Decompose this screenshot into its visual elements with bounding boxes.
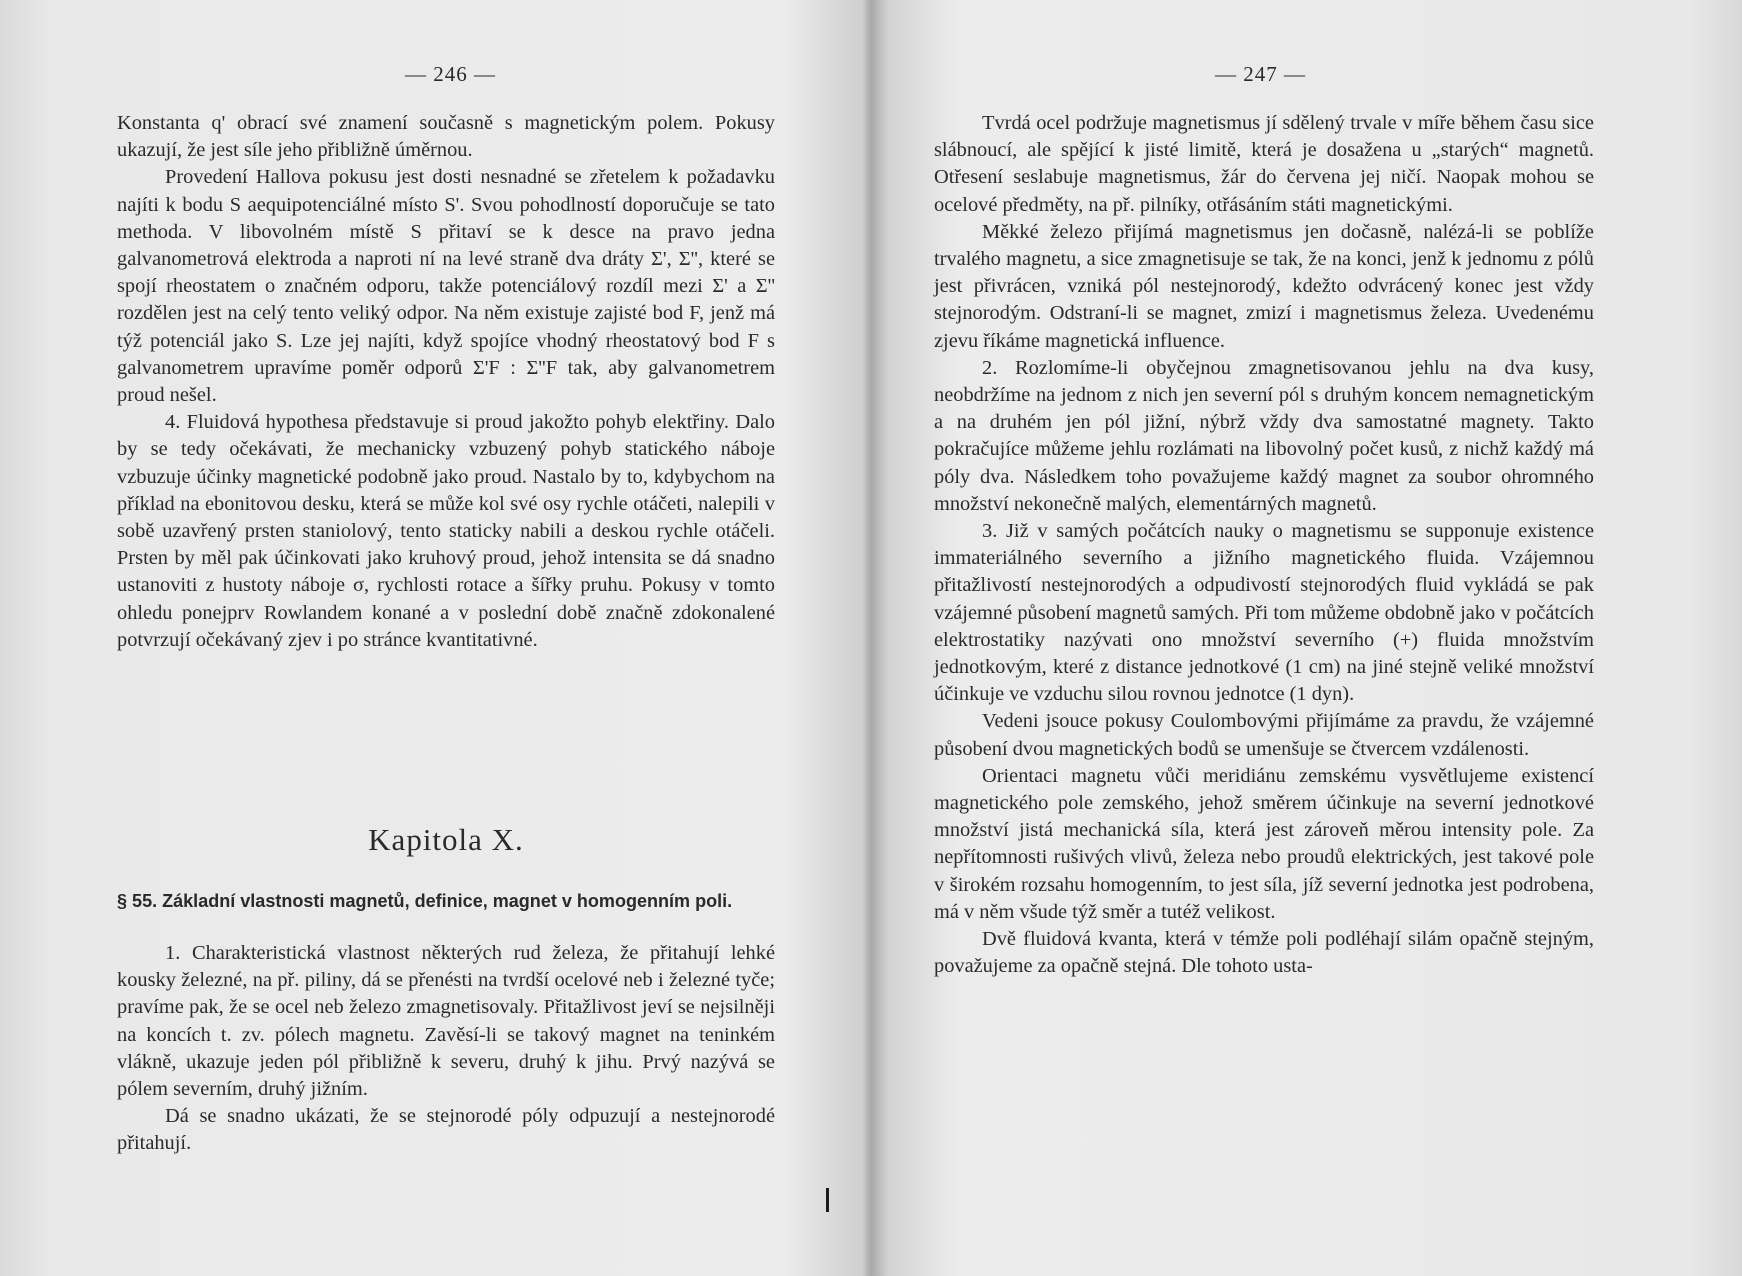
left-bottom-text [117,940,775,1158]
gutter-mark [826,1188,829,1212]
left-top-text [117,110,775,654]
chapter-title: Kapitola X. [368,822,524,857]
paragraph: Tvrdá ocel podržuje magnetismus jí sdělený trvale v míře během času sice slábnoucí, ale spějící k jisté limitě, která je dosažena u „starých“ magnetů. Otřesení seslabuje magnetismus, žár do červena jej ničí. Naopak mohou se ocelové předměty, na př. pilníky, otřásáním státi magnetickými. [934,112,1594,216]
section-heading: § 55. Základní vlastnosti magnetů, definice, magnet v homogenním poli. [117,890,733,911]
page-number-left: — 246 — [405,62,496,86]
paragraph: 2. Rozlomíme-li obyčejnou zmagnetisovanou jehlu na dva kusy, neobdržíme na jednom z nich jen severní pól s druhým koncem nemagnetickým a na druhém jen pól jižní, nýbrž vždy dva samostatné magnety. Takto pokračujíce můžeme jehlu rozlámati na libovolný počet kusů, z nichž každý má póly dva. Následkem toho považujeme každý magnet za soubor ohromného množství nekonečně malých, elementárných magnetů. [934,356,1594,515]
right-text [934,110,1594,981]
paragraph: 1. Charakteristická vlastnost některých rud železa, že přitahují lehké kousky železné, na př. piliny, dá se přenésti na tvrdší ocelové neb i železné tyče; pravíme pak, že se ocel neb železo zmagnetisovaly. Přitažlivost jeví se nejsilněji na koncích t. zv. pólech magnetu. Zavěsí-li se takový magnet na teninkém vlákně, ukazuje jeden pól přibližně k severu, druhý k jihu. Prvý nazývá se pólem severním, druhý jižním. [117,942,775,1101]
paragraph: 3. Již v samých počátcích nauky o magnetismu se supponuje existence immateriálného severního a jižního magnetického fluida. Vzájemnou přitažlivostí nestejnorodých a odpudivostí stejnorodých fluid vykládá se pak vzájemné působení magnetů samých. Při tom můžeme obdobně jako v počátcích elektrostatiky nazývati ono množství severního (+) fluida množstvím jednotkovým, které z distance jednotkové (1 cm) na jiné stejně veliké množství účinkuje ve vzduchu silou rovnou jednotce (1 dyn). [934,520,1594,706]
paragraph: 4. Fluidová hypothesa představuje si proud jakožto pohyb elektřiny. Dalo by se tedy očekávati, že mechanicky vzbuzený pohyb statického náboje vzbuzuje účinky magnetické podobně jako proud. Nastalo by to, kdybychom na příklad na ebonitovou desku, která se může kol své osy rychle otáčeti, nalepili v sobě uzavřený prsten staniolový, tento staticky nabili a deskou rychle otáčeli. Prsten by měl pak účinkovati jako kruhový proud, jehož intensita se dá snadno ustanoviti z hustoty náboje σ, rychlosti rotace a šířky pruhu. Pokusy v tomto ohledu ponejprv Rowlandem konané a v poslední době značně zdokonalené potvrzují očekávaný zjev i po stránce kvantitativné. [117,411,775,651]
right-page [870,0,1742,1276]
paragraph: Dá se snadno ukázati, že se stejnorodé póly odpuzují a nestejnorodé přitahují. [117,1105,775,1155]
page-number-right: — 247 — [1215,62,1306,86]
paragraph: Vedeni jsouce pokusy Coulombovými přijímáme za pravdu, že vzájemné působení dvou magnetických bodů se umenšuje se čtvercem vzdálenosti. [934,710,1594,760]
paragraph: Dvě fluidová kvanta, která v témže poli podléhají silám opačně stejným, považujeme za opačně stejná. Dle tohoto usta- [934,928,1594,978]
paragraph: Orientaci magnetu vůči meridiánu zemskému vysvětlujeme existencí magnetického pole zemského, jehož směrem účinkuje na severní jednotkové množství jistá mechanická síla, která jest zároveň měrou intensity pole. Za nepřítomnosti rušivých vlivů, železa nebo proudů elektrických, jest takové pole v širokém rozsahu homogenním, to jest síla, jíž severní jednotka jest podrobena, má v něm všude týž směr a tutéž velikost. [934,764,1594,923]
left-page [0,0,840,1276]
paragraph: Měkké železo přijímá magnetismus jen dočasně, nalézá-li se poblíže trvalého magnetu, a sice zmagnetisuje se tak, že na konci, jenž k jednomu z pólů jest přivrácen, vzniká pól nestejnorodý, kdežto odvrácený konec jest vždy stejnorodým. Odstraní-li se magnet, zmizí i magnetismus železa. Uvedenému zjevu říkáme magnetická influence. [934,220,1594,352]
paragraph: Konstanta q' obrací své znamení současně s magnetickým polem. Pokusy ukazují, že jest síle jeho přibližně úměrnou. [117,112,775,162]
paragraph: Provedení Hallova pokusu jest dosti nesnadné se zřetelem k požadavku najíti k bodu S aequipotenciálné místo S'. Svou pohodlností doporučuje se tato methoda. V libovolném místě S přitaví se k desce na pravo jedna galvanometrová elektroda a naproti ní na levé straně dva dráty Σ', Σ'', které se spojí rheostatem o značném odporu, takže potenciálový rozdíl mezi Σ' a Σ'' rozdělen jest na celý tento veliký odpor. Na něm existuje zajisté bod F, jenž má týž potenciál jako S. Lze jej najíti, když spojíce vhodný rheostatový bod F s galvanometrem upravíme poměr odporů Σ'F : Σ''F tak, aby galvanometrem proud nešel. [117,166,775,407]
